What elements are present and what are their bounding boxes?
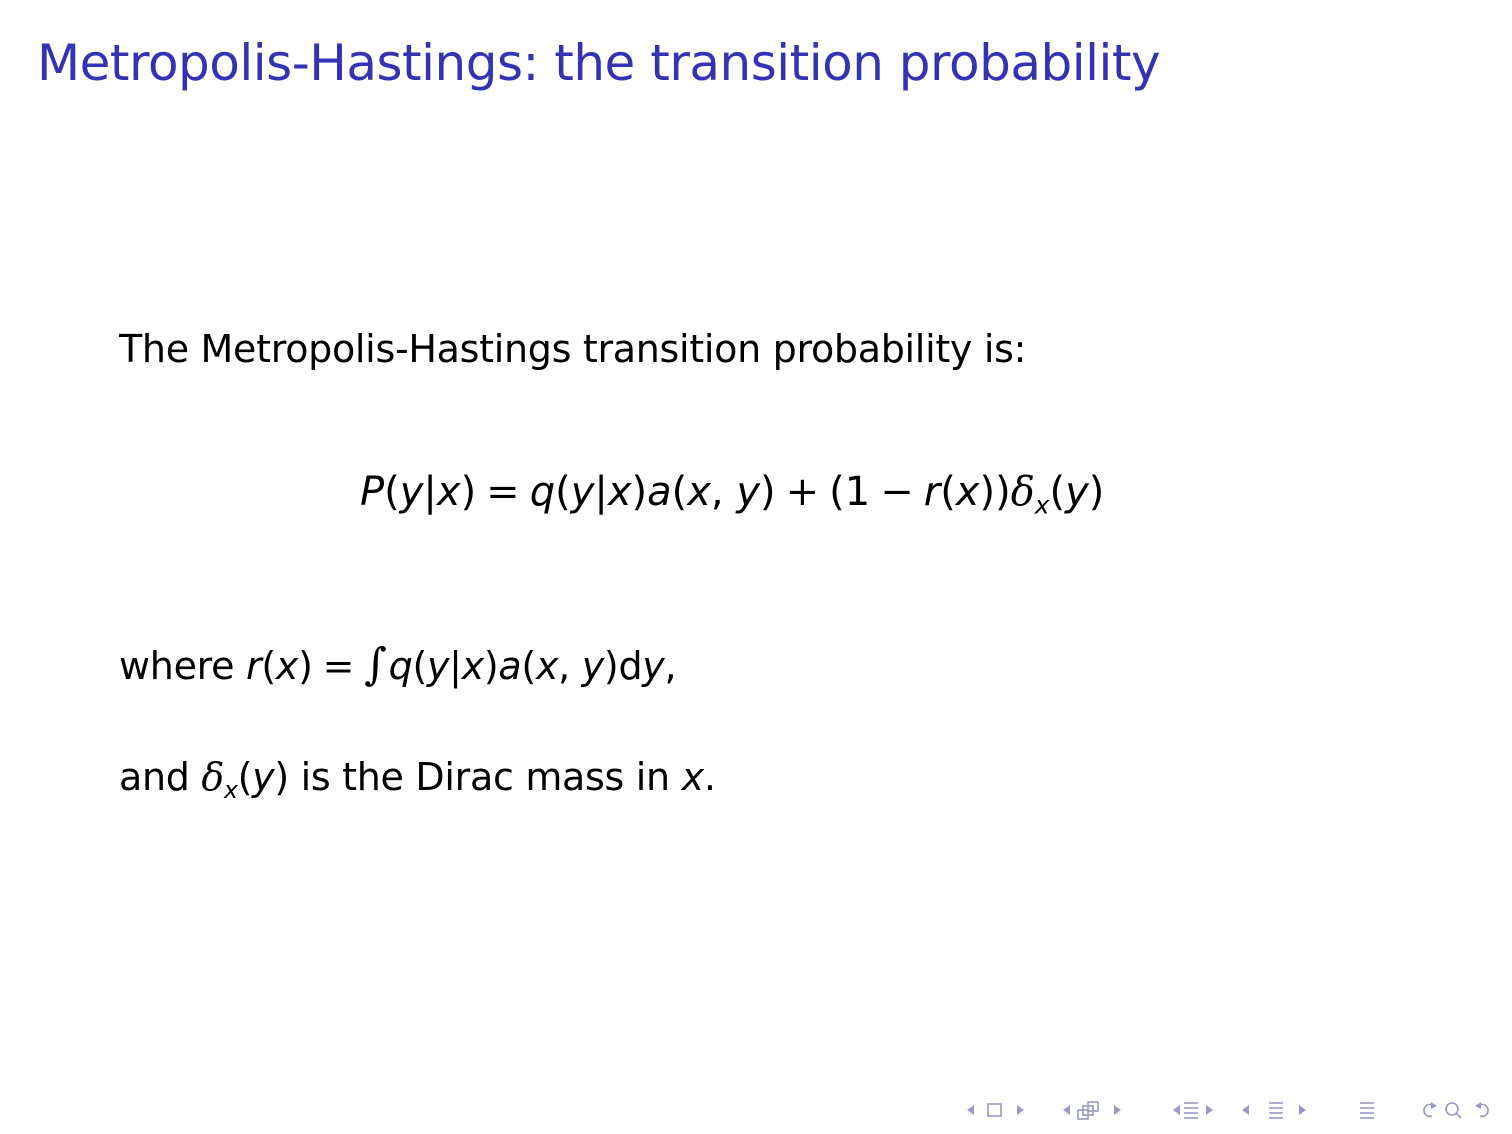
where-r-args: (x)	[261, 644, 313, 688]
next-section-arrow-icon[interactable]	[1206, 1105, 1213, 1115]
where-a: a	[498, 644, 522, 688]
subsection-icon[interactable]	[1078, 1102, 1098, 1119]
where-q: q	[388, 644, 413, 688]
eq-plus: +	[785, 469, 820, 515]
transition-equation	[360, 469, 1105, 520]
prev-frame-arrow-icon[interactable]	[967, 1105, 974, 1115]
eq-delta: δ	[1010, 469, 1035, 515]
where-line	[119, 639, 677, 690]
and-x: x	[681, 755, 704, 799]
eq-q-args: (y|x)	[555, 469, 648, 515]
where-y: y	[642, 644, 665, 688]
frame-icon[interactable]	[988, 1104, 1001, 1116]
eq-P: P	[360, 469, 385, 515]
section-icon[interactable]	[1184, 1103, 1198, 1118]
where-r: r	[246, 644, 262, 688]
next-subsection-arrow-icon[interactable]	[1114, 1105, 1121, 1115]
eq-a: a	[647, 469, 672, 515]
prev-subsection-arrow-icon[interactable]	[1063, 1105, 1070, 1115]
eq-equals: =	[486, 469, 520, 515]
slide-title: Metropolis-Hastings: the transition probability	[37, 34, 1161, 92]
intro-text: The Metropolis-Hastings transition probability is:	[119, 327, 1027, 371]
eq-delta-args: (y)	[1049, 469, 1105, 515]
eq-paren-open: (1	[829, 469, 871, 515]
and-delta-sub: x	[223, 776, 238, 805]
eq-r-args: (x))	[940, 469, 1011, 515]
appendix-icon[interactable]	[1360, 1103, 1374, 1118]
and-delta: δ	[201, 755, 224, 799]
where-equals: =	[322, 644, 355, 688]
eq-q: q	[529, 469, 556, 515]
next-frame-arrow-icon[interactable]	[1017, 1105, 1024, 1115]
and-word: and	[119, 755, 190, 799]
back-icon[interactable]	[1424, 1102, 1437, 1116]
where-comma: ,	[664, 644, 677, 688]
forward-icon[interactable]	[1475, 1102, 1488, 1116]
and-line	[119, 755, 716, 805]
and-delta-args: (y)	[237, 755, 289, 799]
next-part-arrow-icon[interactable]	[1299, 1105, 1306, 1115]
prev-section-arrow-icon[interactable]	[1173, 1105, 1180, 1115]
search-icon[interactable]	[1446, 1103, 1461, 1118]
eq-a-args: (x, y)	[671, 469, 776, 515]
where-a-args: (x, y)	[521, 644, 619, 688]
eq-delta-sub: x	[1034, 490, 1050, 520]
where-q-args: (y|x)	[412, 644, 499, 688]
part-icon[interactable]	[1269, 1103, 1283, 1118]
and-text: is the Dirac mass in	[300, 755, 670, 799]
prev-part-arrow-icon[interactable]	[1242, 1105, 1249, 1115]
beamer-navigation-bar	[962, 1097, 1497, 1123]
and-period: .	[703, 755, 716, 799]
eq-lhs-args: (y|x)	[384, 469, 477, 515]
integral-symbol: ∫	[364, 639, 387, 690]
eq-r: r	[923, 469, 941, 515]
eq-minus: −	[880, 469, 914, 515]
where-word: where	[119, 644, 235, 688]
where-d: d	[618, 644, 643, 688]
